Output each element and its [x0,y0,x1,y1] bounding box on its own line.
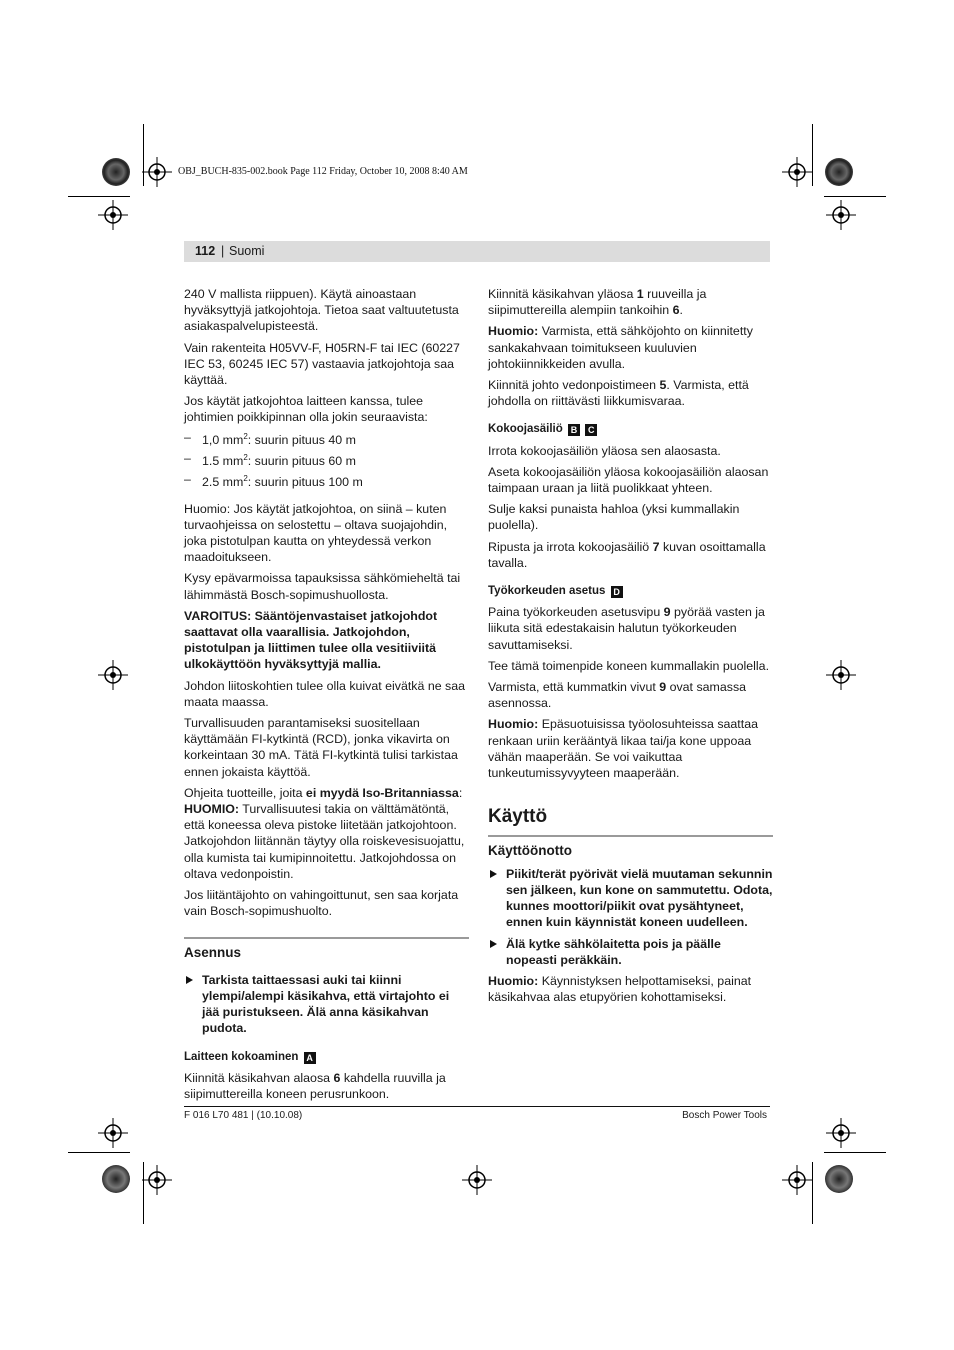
header-language: Suomi [229,244,265,258]
paragraph: Johdon liitoskohtien tulee olla kuivat eivätkä ne saa maata maassa. [184,678,466,709]
figure-ref-badge: D [611,586,623,598]
bullet-item: Piikit/terät pyörivät vielä muutaman sekunnin sen jälkeen, kun kone on sammutettu. Odota, kunnes moottori/piikit ovat pysähtyneet, ennen kuin käynnistät koneen uudelleen. [488,866,773,931]
footer-doc-code: F 016 L70 481 | (10.10.08) [184,1110,303,1121]
paragraph: Irrota kokoojasäiliön yläosa sen alaosasta. [488,443,721,458]
color-target-icon [102,1165,130,1193]
paragraph: Kiinnitä käsikahvan yläosa 1 ruuveilla ja siipimuttereilla alempiin tankoihin 6. [488,287,707,318]
paragraph: Paina työkorkeuden asetusvipu 9 pyörää vasten ja liikuta sitä edestakaisin halutun työkorkeuden savuttamiseksi. [488,605,765,652]
paragraph: Huomio: Käynnistyksen helpottamiseksi, painat käsikahvaa alas etupyörien kohottamiseksi. [488,973,752,1005]
registration-mark-icon [826,1118,856,1148]
paragraph: Kysy epävarmoissa tapauksissa sähkömieheltä tai lähimmästä Bosch-sopimushuollosta. [184,571,461,602]
paragraph: Tee tämä toimenpide koneen kummallakin puolella. [488,658,770,673]
registration-mark-icon [98,660,128,690]
paragraph: Ripusta ja irrota kokoojasäiliö 7 kuvan osoittamalla tavalla. [488,539,766,570]
paragraph: Turvallisuuden parantamiseksi suositellaan käyttämään FI-kytkintä (RCD), jonka vikavirta on korkeintaan 30 mA. Tätä FI-kytkintä tulisi tarkistaa ennen jokaista käyttöä. [184,716,458,779]
paragraph: Kiinnitä käsikahvan alaosa 6 kahdella ruuvilla ja siipimuttereilla koneen perusrunkoon. [184,1070,446,1101]
registration-mark-icon [462,1165,492,1195]
list-item: – 2.5 $mm^2$: suurin pituus 100 m [184,471,469,490]
paragraph: Jos liitäntäjohto on vahingoittunut, sen saa korjata vain Bosch-sopimushuolto. [184,888,459,919]
figure-ref-badge: C [585,424,597,436]
section-title: Käyttöönotto [488,843,572,859]
warning-text: VAROITUS: Sääntöjenvastaiset jatkojohdot saattavat olla vaarallisia. Jatkojohdon, pistotulpan ja liittimen tulee olla vesitiiviitä ulkokäyttöön hyväksyttyjä mallia. [184,608,438,672]
paragraph: Huomio: Varmista, että sähköjohto on kiinnitetty sankakahvaan toimitukseen kuuluvien johtokiinnikkeiden avulla. [488,324,753,371]
registration-mark-icon [142,157,172,187]
page-header [184,241,770,262]
figure-ref-badge: A [304,1052,316,1064]
subsection-title: Kokoojasäiliö B C [488,421,773,437]
paragraph: HUOMIO: Turvallisuutesi takia on välttämätöntä, että koneessa oleva pistoke liitetään jatkojohtoon. Jatkojohdon liitännän täytyy olla roiskevesisuojattu, olla kumista tai kumipinnoitettu. Jatkojohdossa on oltava vedonpoistin. [184,802,465,881]
figure-ref-badge: B [568,424,580,436]
list-item: – 1.5 $mm^2$: suurin pituus 60 m [184,450,469,469]
paragraph: Varmista, että kummatkin vivut 9 ovat samassa asennossa. [488,680,747,711]
footer-brand: Bosch Power Tools [682,1110,767,1121]
registration-mark-icon [98,1118,128,1148]
registration-mark-icon [782,1165,812,1195]
header-separator: | [221,244,225,258]
paragraph: Jos käytät jatkojohtoa laitteen kanssa, tulee johtimien poikkipinnan olla jokin seuraavista: [184,394,428,425]
registration-mark-icon [782,157,812,187]
color-target-icon [825,1165,853,1193]
registration-mark-icon [826,660,856,690]
left-column [184,286,469,1107]
subsection-title: Työkorkeuden asetus D [488,583,773,599]
paragraph: Huomio: Epäsuotuisissa työolosuhteissa saattaa renkaan uriin kerääntyä likaa tai/ja kone uppoaa vähän maaperään. Se voi vaikuttaa tunkeutumissyvyyteen maaperään. [488,717,758,781]
registration-mark-icon [98,200,128,230]
paragraph: Vain rakenteita H05VV-F, H05RN-F tai IEC (60227 IEC 53, 60245 IEC 57) vastaavia jatkojohtoja saa käyttää. [184,340,460,388]
registration-mark-icon [142,1165,172,1195]
paragraph: Aseta kokoojasäiliön yläosa kokoojasäiliön alaosan taimpaan uraan ja liitä puolikkaat yhteen. [488,464,769,496]
paragraph: Kiinnitä johto vedonpoistimeen 5. Varmista, että johdolla on riittävästi liikkumisvaraa. [488,378,749,409]
section-divider [184,937,469,939]
paragraph: 240 V mallista riippuen). Käytä ainoastaan hyväksyttyjä jatkojohtoja. Tietoa saat valtuutetusta asiakaspalvelupisteestä. [184,287,459,334]
right-column [488,286,773,1010]
section-title: Asennus [184,945,242,961]
subsection-title: Laitteen kokoaminen A [184,1049,469,1065]
color-target-icon [102,158,130,186]
list-item: – 1,0 $mm^2$: suurin pituus 40 m [184,429,469,448]
bullet-item: Älä kytke sähkölaitetta pois ja päälle nopeasti peräkkäin. [488,936,773,968]
color-target-icon [825,158,853,186]
footer-divider [184,1106,770,1107]
paragraph: Ohjeita tuotteille, joita ei myydä Iso-Britanniassa: [184,785,463,800]
registration-mark-icon [826,200,856,230]
section-divider [488,835,773,837]
print-job-header: OBJ_BUCH-835-002.book Page 112 Friday, October 10, 2008 8:40 AM [178,166,468,177]
paragraph: Huomio: Jos käytät jatkojohtoa, on siinä – kuten turvaohjeissa on selostettu – oltava suojajohdin, joka pistotulpan kautta on yhteydessä verkon maadoitukseen. [184,501,448,565]
bullet-item: Tarkista taittaessasi auki tai kiinni ylempi/alempi käsikahva, että virtajohto ei jää puristukseen. Älä anna käsikahvan pudota. [184,972,469,1037]
chapter-title: Käyttö [488,806,548,828]
paragraph: Sulje kaksi punaista hahloa (yksi kummallakin puolella). [488,502,740,533]
page-number: 112 [195,244,216,258]
